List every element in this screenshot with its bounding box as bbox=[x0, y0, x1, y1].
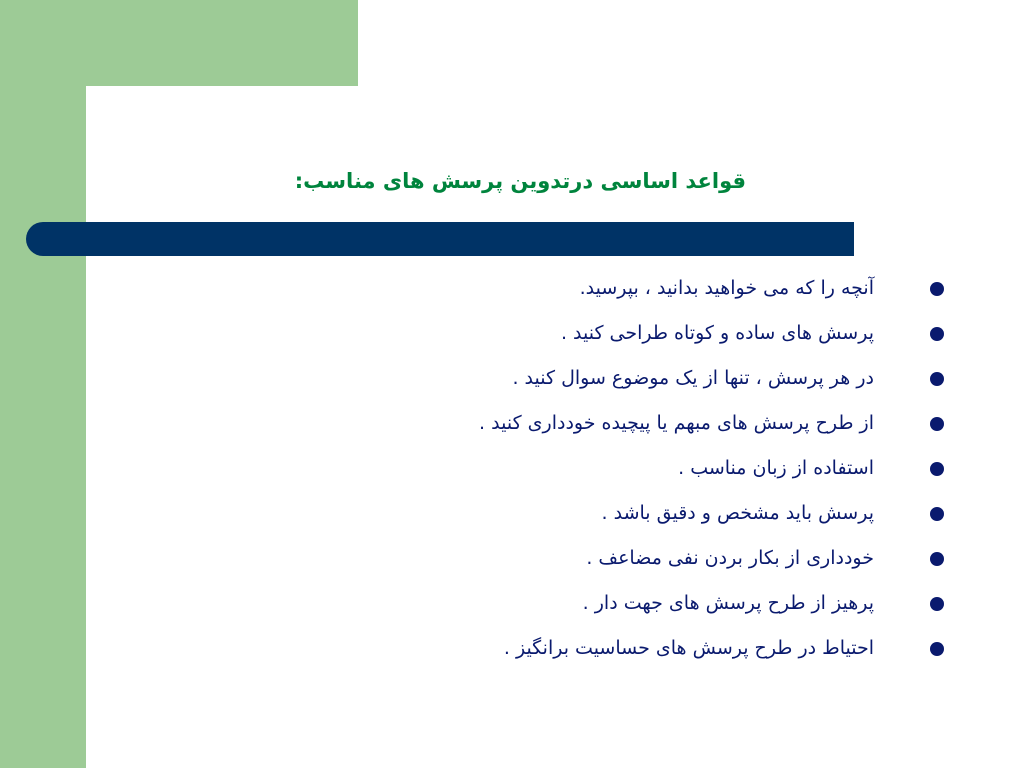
list-item bbox=[304, 536, 944, 581]
rounded-corner bbox=[86, 86, 146, 146]
list-item bbox=[304, 446, 944, 491]
bullet-text: استفاده از زبان مناسب . bbox=[678, 457, 874, 479]
bullet-text: در هر پرسش ، تنها از یک موضوع سوال کنید . bbox=[512, 367, 874, 389]
bullet-text: آنچه را که می خواهید بدانید ، بپرسید. bbox=[579, 277, 874, 299]
slide-title: قواعد اساسی درتدوین پرسش های مناسب: bbox=[294, 169, 746, 193]
bullet-icon bbox=[930, 372, 944, 386]
bullet-text: پرسش های ساده و کوتاه طراحی کنید . bbox=[560, 322, 874, 344]
bullet-icon bbox=[930, 417, 944, 431]
bullet-icon bbox=[930, 552, 944, 566]
bullet-text: پرسش باید مشخص و دقیق باشد . bbox=[601, 502, 874, 524]
bullet-icon bbox=[930, 327, 944, 341]
list-item bbox=[304, 491, 944, 536]
list-item bbox=[304, 401, 944, 446]
title-divider-bar bbox=[26, 222, 854, 256]
bullet-text: از طرح پرسش های مبهم یا پیچیده خودداری کنید . bbox=[479, 412, 874, 434]
list-item bbox=[304, 311, 944, 356]
bullet-icon bbox=[930, 462, 944, 476]
list-item bbox=[304, 581, 944, 626]
bullet-icon bbox=[930, 507, 944, 521]
bullet-icon bbox=[930, 597, 944, 611]
list-item bbox=[304, 266, 944, 311]
bullet-icon bbox=[930, 642, 944, 656]
list-item bbox=[304, 356, 944, 401]
bullet-text: احتیاط در طرح پرسش های حساسیت برانگیز . bbox=[503, 637, 874, 659]
green-left-band bbox=[0, 0, 86, 768]
bullet-text: خودداری از بکار بردن نفی مضاعف . bbox=[586, 547, 874, 569]
bullet-list bbox=[304, 266, 944, 671]
list-item bbox=[304, 626, 944, 671]
green-top-band bbox=[0, 0, 358, 86]
bullet-text: پرهیز از طرح پرسش های جهت دار . bbox=[582, 592, 874, 614]
bullet-icon bbox=[930, 282, 944, 296]
